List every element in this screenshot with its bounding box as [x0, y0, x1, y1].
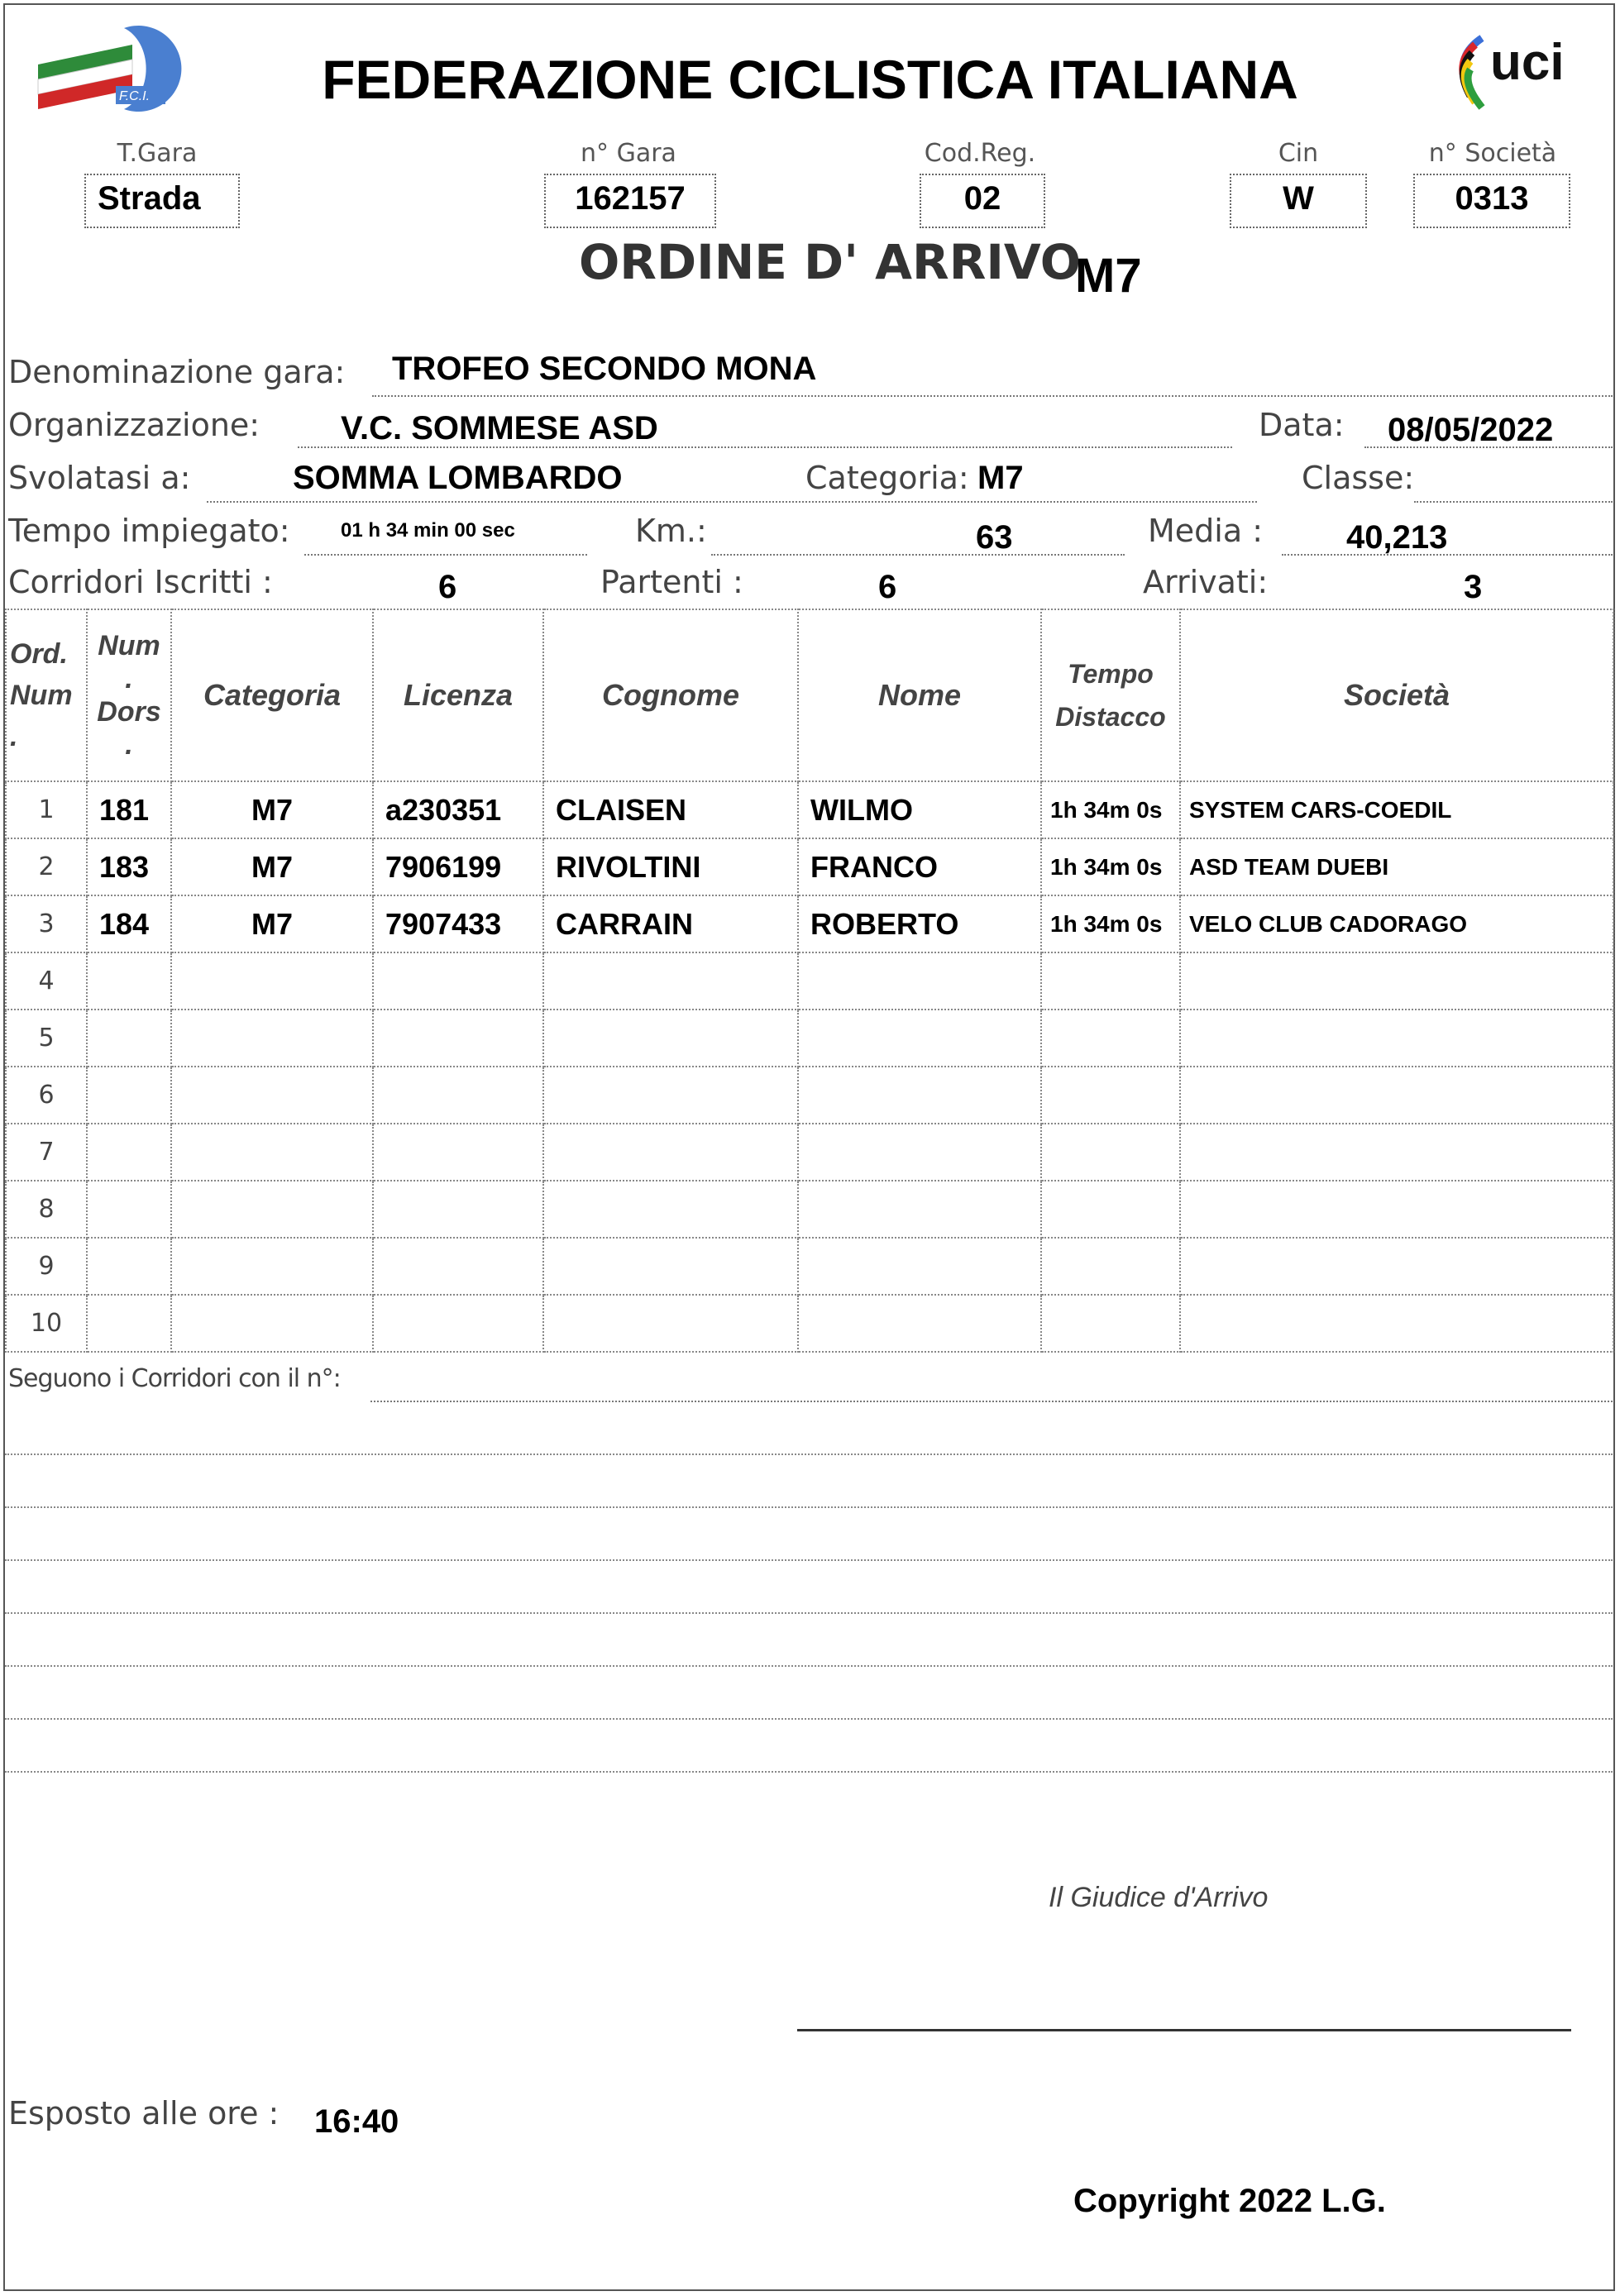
cell-nome — [798, 1124, 1041, 1181]
cell-ord: 5 — [6, 1010, 87, 1067]
cell-nome: ROBERTO — [798, 895, 1041, 952]
nsocieta-label: n° Società — [1428, 139, 1557, 168]
cell-categoria — [171, 1067, 373, 1124]
cell-licenza: 7907433 — [373, 895, 543, 952]
header-tempo: Tempo Distacco — [1041, 609, 1180, 781]
cell-cognome: RIVOLTINI — [543, 838, 798, 895]
cell-cognome — [543, 952, 798, 1010]
esposto-label: Esposto alle ore : — [8, 2095, 280, 2131]
federation-title: FEDERAZIONE CICLISTICA ITALIANA — [322, 49, 1298, 110]
seguono-line-4 — [5, 1612, 1613, 1614]
cell-categoria: M7 — [171, 895, 373, 952]
classe-label: Classe: — [1302, 460, 1415, 496]
media-label: Media : — [1148, 513, 1264, 549]
km-value: 63 — [976, 519, 1013, 556]
cell-licenza — [373, 1067, 543, 1124]
arrivati-value: 3 — [1464, 569, 1483, 605]
cell-ord: 10 — [6, 1295, 87, 1352]
cell-licenza — [373, 1010, 543, 1067]
cell-nome: WILMO — [798, 781, 1041, 838]
seguono-line-5 — [5, 1665, 1613, 1667]
table-row — [6, 1124, 1613, 1181]
cell-cognome — [543, 1124, 798, 1181]
cell-ord: 1 — [6, 781, 87, 838]
categoria-value: M7 — [977, 460, 1024, 496]
iscritti-value: 6 — [438, 569, 457, 605]
seguono-line-0 — [370, 1401, 1613, 1402]
cell-num: 183 — [87, 838, 171, 895]
seguono-line-6 — [5, 1718, 1613, 1720]
cell-tempo — [1041, 1067, 1180, 1124]
header-licenza: Licenza — [373, 609, 543, 781]
codreg-value: 02 — [920, 174, 1045, 228]
cell-categoria — [171, 952, 373, 1010]
giudice-label: Il Giudice d'Arrivo — [1049, 1882, 1269, 1913]
cell-licenza — [373, 952, 543, 1010]
cell-societa — [1180, 952, 1613, 1010]
esposto-value: 16:40 — [314, 2103, 399, 2140]
cell-tempo: 1h 34m 0s — [1041, 895, 1180, 952]
cell-categoria — [171, 1295, 373, 1352]
cell-categoria: M7 — [171, 838, 373, 895]
seguono-line-2 — [5, 1506, 1613, 1508]
cell-num — [87, 1067, 171, 1124]
table-row — [6, 1295, 1613, 1352]
cell-tempo — [1041, 1295, 1180, 1352]
cell-tempo — [1041, 952, 1180, 1010]
svolatasi-label: Svolatasi a: — [8, 460, 191, 496]
cell-num — [87, 1181, 171, 1238]
nsocieta-value: 0313 — [1413, 174, 1570, 228]
table-header-row — [6, 609, 1613, 781]
header-societa: Società — [1180, 609, 1613, 781]
table-row — [6, 781, 1613, 838]
cell-cognome — [543, 1238, 798, 1295]
cell-tempo — [1041, 1181, 1180, 1238]
cell-num — [87, 952, 171, 1010]
signature-line — [797, 2029, 1571, 2031]
cell-num — [87, 1238, 171, 1295]
cell-societa: SYSTEM CARS-COEDIL — [1180, 781, 1613, 838]
tempo-value: 01 h 34 min 00 sec — [341, 519, 515, 542]
arrivati-label: Arrivati: — [1143, 564, 1269, 600]
cell-categoria — [171, 1010, 373, 1067]
km-line — [711, 554, 1125, 556]
fci-logo-text: F.C.I. — [119, 89, 151, 103]
partenti-label: Partenti : — [600, 564, 743, 600]
cell-cognome — [543, 1010, 798, 1067]
cell-nome — [798, 1010, 1041, 1067]
cell-societa — [1180, 1067, 1613, 1124]
cell-tempo — [1041, 1124, 1180, 1181]
cell-ord: 4 — [6, 952, 87, 1010]
classe-line — [1414, 501, 1613, 503]
tempo-line — [304, 554, 587, 556]
doc-category: M7 — [1075, 249, 1142, 303]
ngara-label: n° Gara — [581, 139, 676, 168]
cell-licenza: 7906199 — [373, 838, 543, 895]
header-ord: Ord. Num . — [6, 609, 87, 781]
cell-categoria — [171, 1238, 373, 1295]
cell-societa — [1180, 1295, 1613, 1352]
cell-num — [87, 1124, 171, 1181]
cin-value: W — [1230, 174, 1367, 228]
cell-nome: FRANCO — [798, 838, 1041, 895]
table-row — [6, 1010, 1613, 1067]
tempo-label: Tempo impiegato: — [8, 513, 290, 549]
cell-societa — [1180, 1181, 1613, 1238]
seguono-line-3 — [5, 1559, 1613, 1561]
cell-licenza: a230351 — [373, 781, 543, 838]
cell-societa — [1180, 1124, 1613, 1181]
cell-ord: 6 — [6, 1067, 87, 1124]
cell-cognome — [543, 1295, 798, 1352]
header-categoria: Categoria — [171, 609, 373, 781]
cell-cognome: CARRAIN — [543, 895, 798, 952]
organizzazione-value: V.C. SOMMESE ASD — [341, 410, 658, 446]
results-table — [5, 609, 1614, 1353]
cell-cognome: CLAISEN — [543, 781, 798, 838]
cell-cognome — [543, 1067, 798, 1124]
table-row — [6, 1238, 1613, 1295]
table-row — [6, 1067, 1613, 1124]
table-row — [6, 952, 1613, 1010]
cell-nome — [798, 1238, 1041, 1295]
cell-cognome — [543, 1181, 798, 1238]
cell-num — [87, 1010, 171, 1067]
header-num-dors: Num . Dors . — [87, 609, 171, 781]
cell-ord: 3 — [6, 895, 87, 952]
cell-num: 184 — [87, 895, 171, 952]
table-row — [6, 838, 1613, 895]
cell-licenza — [373, 1181, 543, 1238]
data-value: 08/05/2022 — [1388, 412, 1554, 448]
cell-societa: VELO CLUB CADORAGO — [1180, 895, 1613, 952]
cell-societa: ASD TEAM DUEBI — [1180, 838, 1613, 895]
cell-societa — [1180, 1010, 1613, 1067]
partenti-value: 6 — [878, 569, 897, 605]
media-value: 40,213 — [1346, 519, 1448, 556]
denominazione-value: TROFEO SECONDO MONA — [392, 351, 817, 387]
cell-tempo: 1h 34m 0s — [1041, 838, 1180, 895]
tgara-label: T.Gara — [117, 139, 198, 168]
denominazione-line — [372, 395, 1613, 397]
denominazione-label: Denominazione gara: — [8, 354, 346, 390]
seguono-line-7 — [5, 1771, 1613, 1773]
cell-num — [87, 1295, 171, 1352]
cell-tempo — [1041, 1010, 1180, 1067]
svolatasi-line — [207, 501, 1257, 503]
cell-nome — [798, 1067, 1041, 1124]
cell-licenza — [373, 1238, 543, 1295]
ngara-value: 162157 — [544, 174, 716, 228]
cell-licenza — [373, 1295, 543, 1352]
cell-tempo: 1h 34m 0s — [1041, 781, 1180, 838]
tgara-value: Strada — [84, 174, 240, 228]
seguono-line-1 — [5, 1453, 1613, 1455]
copyright: Copyright 2022 L.G. — [1073, 2183, 1386, 2219]
cell-ord: 7 — [6, 1124, 87, 1181]
seguono-label: Seguono i Corridori con il n°: — [8, 1364, 341, 1393]
cell-nome — [798, 952, 1041, 1010]
cell-categoria — [171, 1124, 373, 1181]
cell-tempo — [1041, 1238, 1180, 1295]
data-label: Data: — [1259, 407, 1345, 443]
svolatasi-value: SOMMA LOMBARDO — [293, 460, 623, 496]
cell-ord: 8 — [6, 1181, 87, 1238]
table-row — [6, 895, 1613, 952]
cell-ord: 2 — [6, 838, 87, 895]
cin-label: Cin — [1278, 139, 1319, 168]
cell-ord: 9 — [6, 1238, 87, 1295]
cell-societa — [1180, 1238, 1613, 1295]
doc-title: ORDINE D' ARRIVO — [579, 234, 1082, 290]
cell-nome — [798, 1295, 1041, 1352]
cell-categoria: M7 — [171, 781, 373, 838]
cell-num: 181 — [87, 781, 171, 838]
uci-logo — [1449, 21, 1594, 112]
organizzazione-label: Organizzazione: — [8, 407, 260, 443]
cell-categoria — [171, 1181, 373, 1238]
iscritti-label: Corridori Iscritti : — [8, 564, 273, 600]
codreg-label: Cod.Reg. — [924, 139, 1036, 168]
header-nome: Nome — [798, 609, 1041, 781]
header-cognome: Cognome — [543, 609, 798, 781]
cell-nome — [798, 1181, 1041, 1238]
categoria-label: Categoria: — [805, 460, 969, 496]
table-row — [6, 1181, 1613, 1238]
km-label: Km.: — [635, 513, 707, 549]
uci-logo-text: uci — [1490, 34, 1565, 91]
cell-licenza — [373, 1124, 543, 1181]
